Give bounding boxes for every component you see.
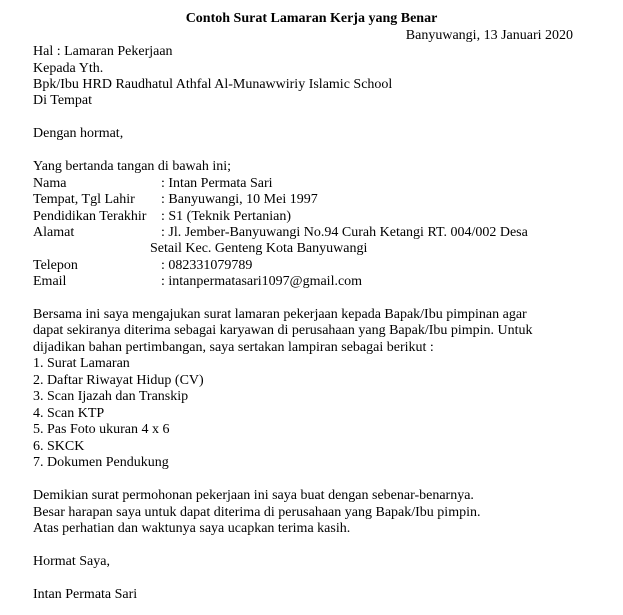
attachment-item: 7. Dokumen Pendukung [33,455,169,470]
subject-line: Hal : Lamaran Pekerjaan [33,44,173,59]
identity-row-pendidikan [33,209,291,226]
closing-line: Demikian surat permohonan pekerjaan ini saya buat dengan sebenar-benarnya. [33,488,474,503]
identity-row-alamat [33,225,528,242]
identity-label: Email [33,274,67,289]
identity-label: Nama [33,176,67,191]
attachment-item: 4. Scan KTP [33,406,105,421]
body-line: Bersama ini saya mengajukan surat lamaran pekerjaan kepada Bapak/Ibu pimpinan agar [33,307,527,322]
identity-value: : 082331079789 [161,258,253,273]
identity-row-email [33,274,362,291]
attachment-item: 3. Scan Ijazah dan Transkip [33,389,189,404]
letter-date: Banyuwangi, 13 Januari 2020 [405,28,573,43]
identity-row-telepon [33,258,252,275]
attachment-item: 6. SKCK [33,439,85,454]
recipient-line: Bpk/Ibu HRD Raudhatul Athfal Al-Munawwiriy Islamic School [33,77,393,92]
identity-label: Telepon [33,258,78,273]
attachment-item: 5. Pas Foto ukuran 4 x 6 [33,422,170,437]
body-line: dijadikan bahan pertimbangan, saya sertakan lampiran sebagai berikut : [33,340,434,355]
document-title: Contoh Surat Lamaran Kerja yang Benar [185,11,438,26]
signoff: Hormat Saya, [33,554,110,569]
addressee-salutation: Kepada Yth. [33,61,104,76]
identity-label: Pendidikan Terakhir [33,209,147,224]
identity-value: : S1 (Teknik Pertanian) [161,209,292,224]
identity-label: Alamat [33,225,75,240]
location-line: Di Tempat [33,93,93,108]
signature-name: Intan Permata Sari [33,587,138,602]
closing-line: Besar harapan saya untuk dapat diterima di perusahaan yang Bapak/Ibu pimpin. [33,505,481,520]
closing-line: Atas perhatian dan waktunya saya ucapkan terima kasih. [33,521,351,536]
greeting: Dengan hormat, [33,126,124,141]
identity-value: : Jl. Jember-Banyuwangi No.94 Curah Ketangi RT. 004/002 Desa [161,225,528,240]
address-continuation: Setail Kec. Genteng Kota Banyuwangi [150,241,368,256]
identity-row-nama [33,176,273,193]
attachment-item: 2. Daftar Riwayat Hidup (CV) [33,373,204,388]
identity-value: : intanpermatasari1097@gmail.com [161,274,363,289]
identity-value: : Banyuwangi, 10 Mei 1997 [161,192,318,207]
intro-line: Yang bertanda tangan di bawah ini; [33,159,232,174]
identity-row-ttl [33,192,318,209]
identity-value: : Intan Permata Sari [161,176,273,191]
body-line: dapat sekiranya diterima sebagai karyawan di perusahaan yang Bapak/Ibu pimpin. Untuk [33,323,533,338]
attachment-item: 1. Surat Lamaran [33,356,130,371]
identity-label: Tempat, Tgl Lahir [33,192,135,207]
